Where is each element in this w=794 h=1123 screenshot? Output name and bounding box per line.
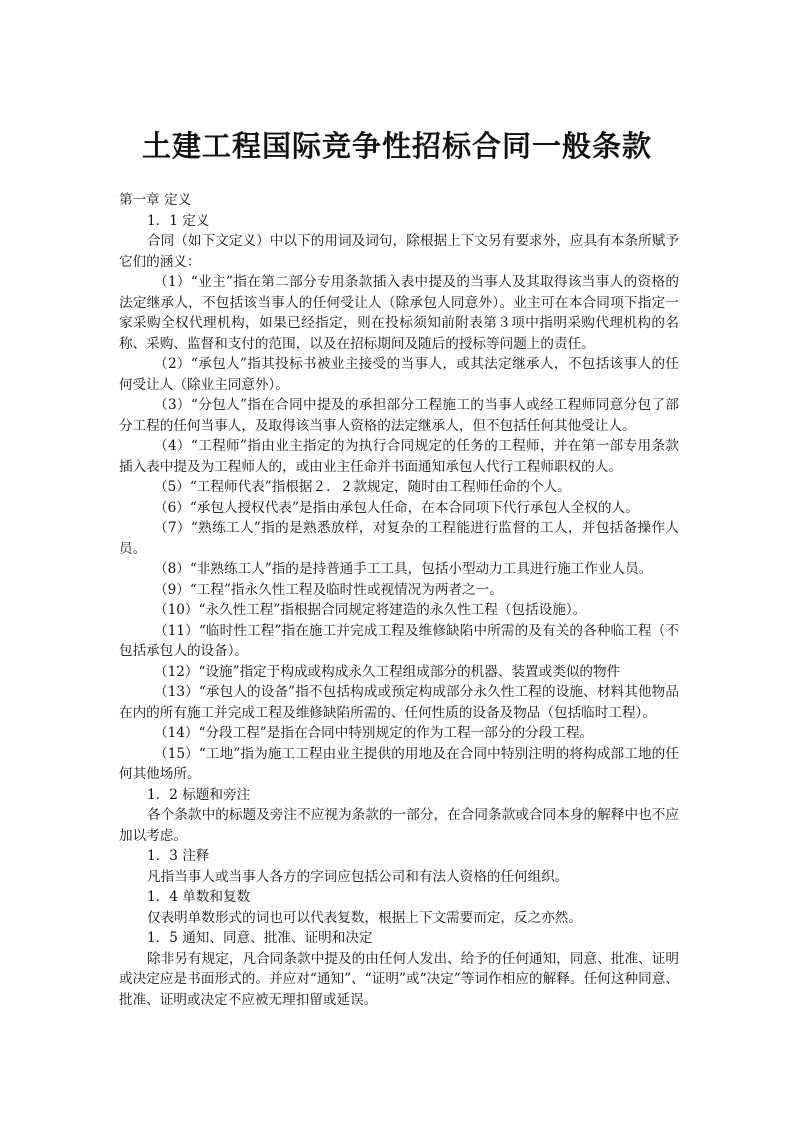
definition-item: （12）“设施”指定于构成或构成永久工程组成部分的机器、装置或类似的物件 — [154, 663, 621, 680]
paragraph-1-5: 除非另有规定，凡合同条款中提及的由任何人发出、给予的任何通知，同意、批准、证明或决定应是书面形式的。并应对“通知”、“证明”或“决定”等词作相应的解释。任何这种同意、批准、证明或决定不应被无理扣留或延误。 — [119, 950, 679, 1008]
definition-item: （8）“非熟练工人”指的是持普通手工工具，包括小型动力工具进行施工作业人员。 — [154, 561, 653, 577]
definition-item: （4）“工程师”指由业主指定的为执行合同规定的任务的工程师，并在第一部专用条款插入表中提及为工程师人的，或由业主任命并书面通知承包人代行工程师职权的人。 — [119, 438, 679, 475]
definition-item: （7）“熟练工人”指的是熟悉放样，对复杂的工程能进行监督的工人，并包括备操作人员。 — [119, 520, 679, 557]
definition-item: （15）“工地”指为施工工程由业主提供的用地及在合同中特别注明的将构成部工地的任何其他场所。 — [119, 745, 679, 782]
paragraph-1-4: 仅表明单数形式的词也可以代表复数，根据上下文需要而定，反之亦然。 — [147, 909, 582, 926]
definition-item: （11）“临时性工程”指在施工并完成工程及维修缺陷中所需的及有关的各种临工程（不包括承包人的设备）。 — [119, 622, 679, 659]
definition-item: （9）“工程”指永久性工程及临时性或视情况为两者之一。 — [154, 581, 503, 598]
paragraph-1-3: 凡指当事人或当事人各方的字词应包括公司和有法人资格的任何组织。 — [147, 868, 569, 885]
definition-item: （5）“工程师代表”指根据２．２款规定，随时由工程师任命的个人。 — [154, 479, 571, 495]
definition-item: （2）“承包人”指其投标书被业主接受的当事人，或其法定继承人，不包括该事人的任何受让人（除业主同意外）。 — [119, 356, 679, 393]
section-heading-1-2: 1．2 标题和旁注 — [147, 786, 251, 803]
definition-item: （6）“承包人授权代表”是指由承包人任命，在本合同项下代行承包人全权的人。 — [154, 499, 639, 516]
document-body — [119, 190, 679, 1010]
paragraph-1-2: 各个条款中的标题及旁注不应视为条款的一部分，在合同条款或合同本身的解释中也不应加以考虑。 — [119, 807, 679, 844]
definition-item: （1）“业主”指在第二部分专用条款插入表中提及的当事人及其取得该当事人的资格的法定继承人，不包括该当事人的任何受让人（除承包人同意外）。业主可在本合同项下指定一家采购全权代理机构，如果已经指定，则在投标须知前附表第３项中指明采购代理机构的名称、采购、监督和支付的范围，以及在招标期间及随后的授标等问题上的责任。 — [119, 274, 679, 352]
section-heading-1-5: 1．5 通知、同意、批准、证明和决定 — [147, 930, 373, 946]
section-heading-1-1: 1．1 定义 — [147, 212, 210, 229]
section-heading-1-4: 1．4 单数和复数 — [147, 889, 251, 905]
paragraph-intro: 合同（如下文定义）中以下的用词及词句，除根据上下文另有要求外，应具有本条所赋予它们的涵义： — [119, 233, 679, 270]
definition-item: （13）“承包人的设备”指不包括构成或预定构成部分永久性工程的设施、材料其他物品在内的所有施工并完成工程及维修缺陷所需的、任何性质的设备及物品（包括临时工程）。 — [119, 684, 679, 721]
section-heading-1-3: 1．3 注释 — [147, 848, 210, 864]
document-title: 土建工程国际竞争性招标合同一般条款 — [141, 129, 652, 163]
definition-item: （3）“分包人”指在合同中提及的承担部分工程施工的当事人或经工程师同意分包了部分工程的任何当事人，及取得该当事人资格的法定继承人，但不包括任何其他受让人。 — [119, 397, 679, 434]
definition-item: （10）“永久性工程”指根据合同规定将建造的永久性工程（包括设施）。 — [154, 602, 587, 618]
definition-item: （14）“分段工程”是指在合同中特别规定的作为工程一部分的分段工程。 — [154, 725, 594, 741]
chapter-heading: 第一章 定义 — [119, 192, 192, 208]
